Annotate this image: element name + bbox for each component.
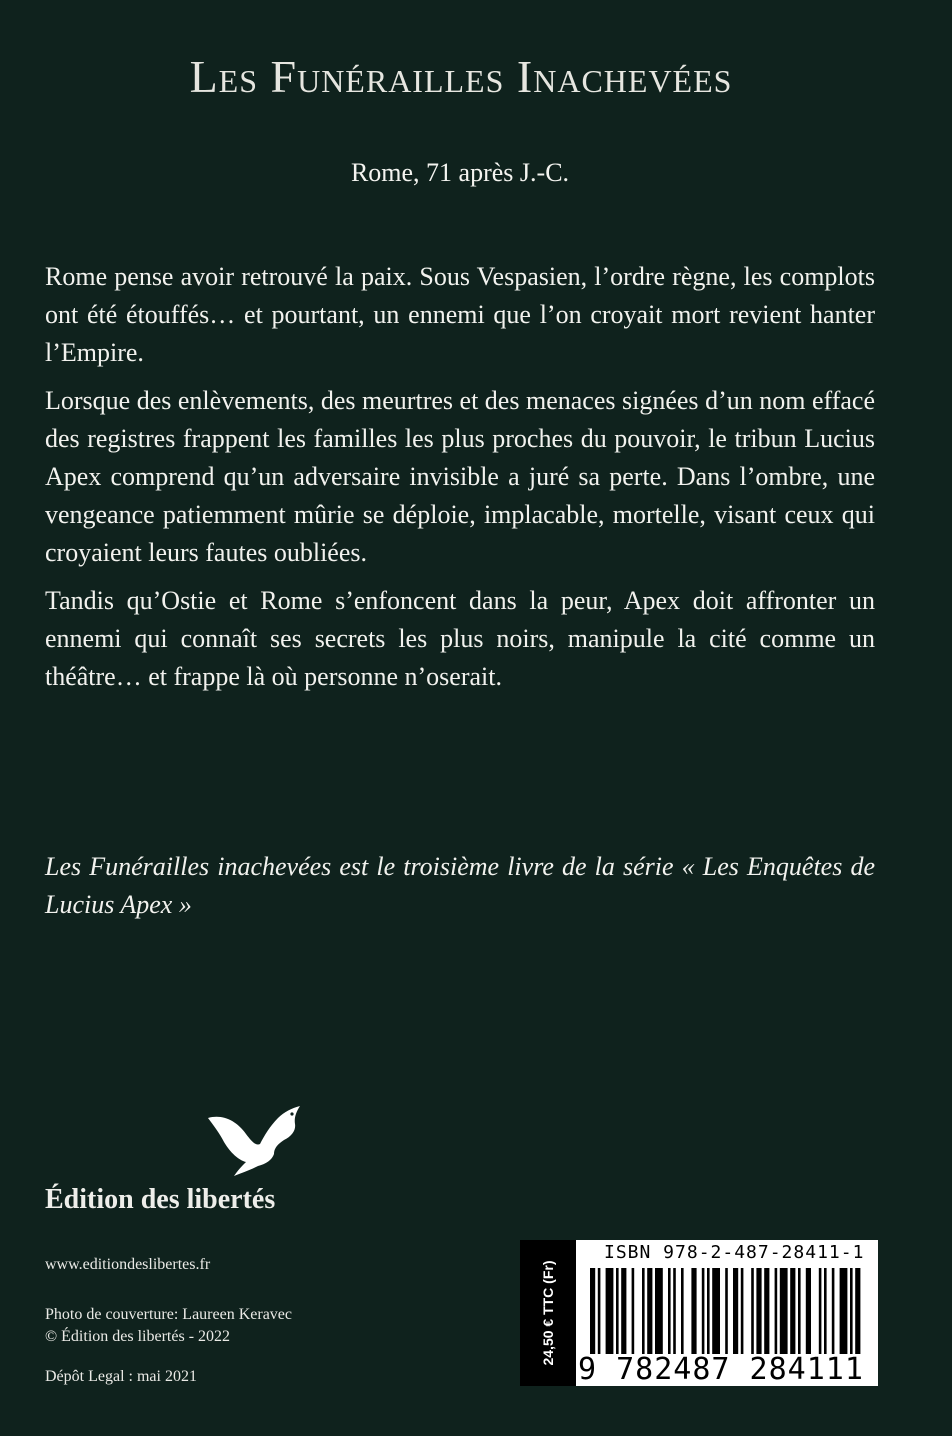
publisher-website: www.editiondeslibertes.fr <box>45 1256 211 1273</box>
synopsis-paragraph-1: Rome pense avoir retrouvé la paix. Sous Vespasien, l’ordre règne, les complots ont été étouffés… et pourtant, un ennemi que l’on croyait mort revient hanter l’Empire. <box>45 262 875 367</box>
publisher-name: Édition des libertés <box>45 1184 276 1215</box>
price-strip <box>520 1240 576 1386</box>
dove-icon <box>200 1100 310 1180</box>
legal-deposit: Dépôt Legal : mai 2021 <box>45 1368 197 1385</box>
price-label: 24,50 € TTC (Fr) <box>540 1260 556 1366</box>
photo-credit: Photo de couverture: Laureen Keravec <box>45 1306 292 1323</box>
setting-subtitle: Rome, 71 après J.-C. <box>350 158 570 187</box>
book-title: Les Funérailles Inachevées <box>189 51 733 102</box>
copyright-notice: © Édition des libertés - 2022 <box>45 1328 231 1345</box>
isbn-label: ISBN 978-2-487-28411-1 <box>604 1242 865 1263</box>
synopsis-paragraph-3: Tandis qu’Ostie et Rome s’enfoncent dans la peur, Apex doit affronter un ennemi qui connaît ses secrets les plus noirs, manipule la cité comme un théâtre… et frappe là où personne n’oserait. <box>45 586 875 691</box>
synopsis-paragraph-2: Lorsque des enlèvements, des meurtres et des menaces signées d’un nom effacé des registres frappent les familles les plus proches du pouvoir, le tribun Lucius Apex comprend qu’un adversaire invisible a juré sa perte. Dans l’ombre, une vengeance patiemment mûrie se déploie, implacable, mortelle, visant ceux qui croyaient leurs fautes oubliées. <box>45 386 875 567</box>
barcode-block <box>520 1240 878 1386</box>
isbn-digits: 9 782487 284111 <box>578 1352 864 1387</box>
series-note: Les Funérailles inachevées est le troisième livre de la série « Les Enquêtes de Lucius Apex » <box>45 852 875 919</box>
isbn-barcode <box>576 1240 878 1386</box>
synopsis <box>45 258 875 706</box>
